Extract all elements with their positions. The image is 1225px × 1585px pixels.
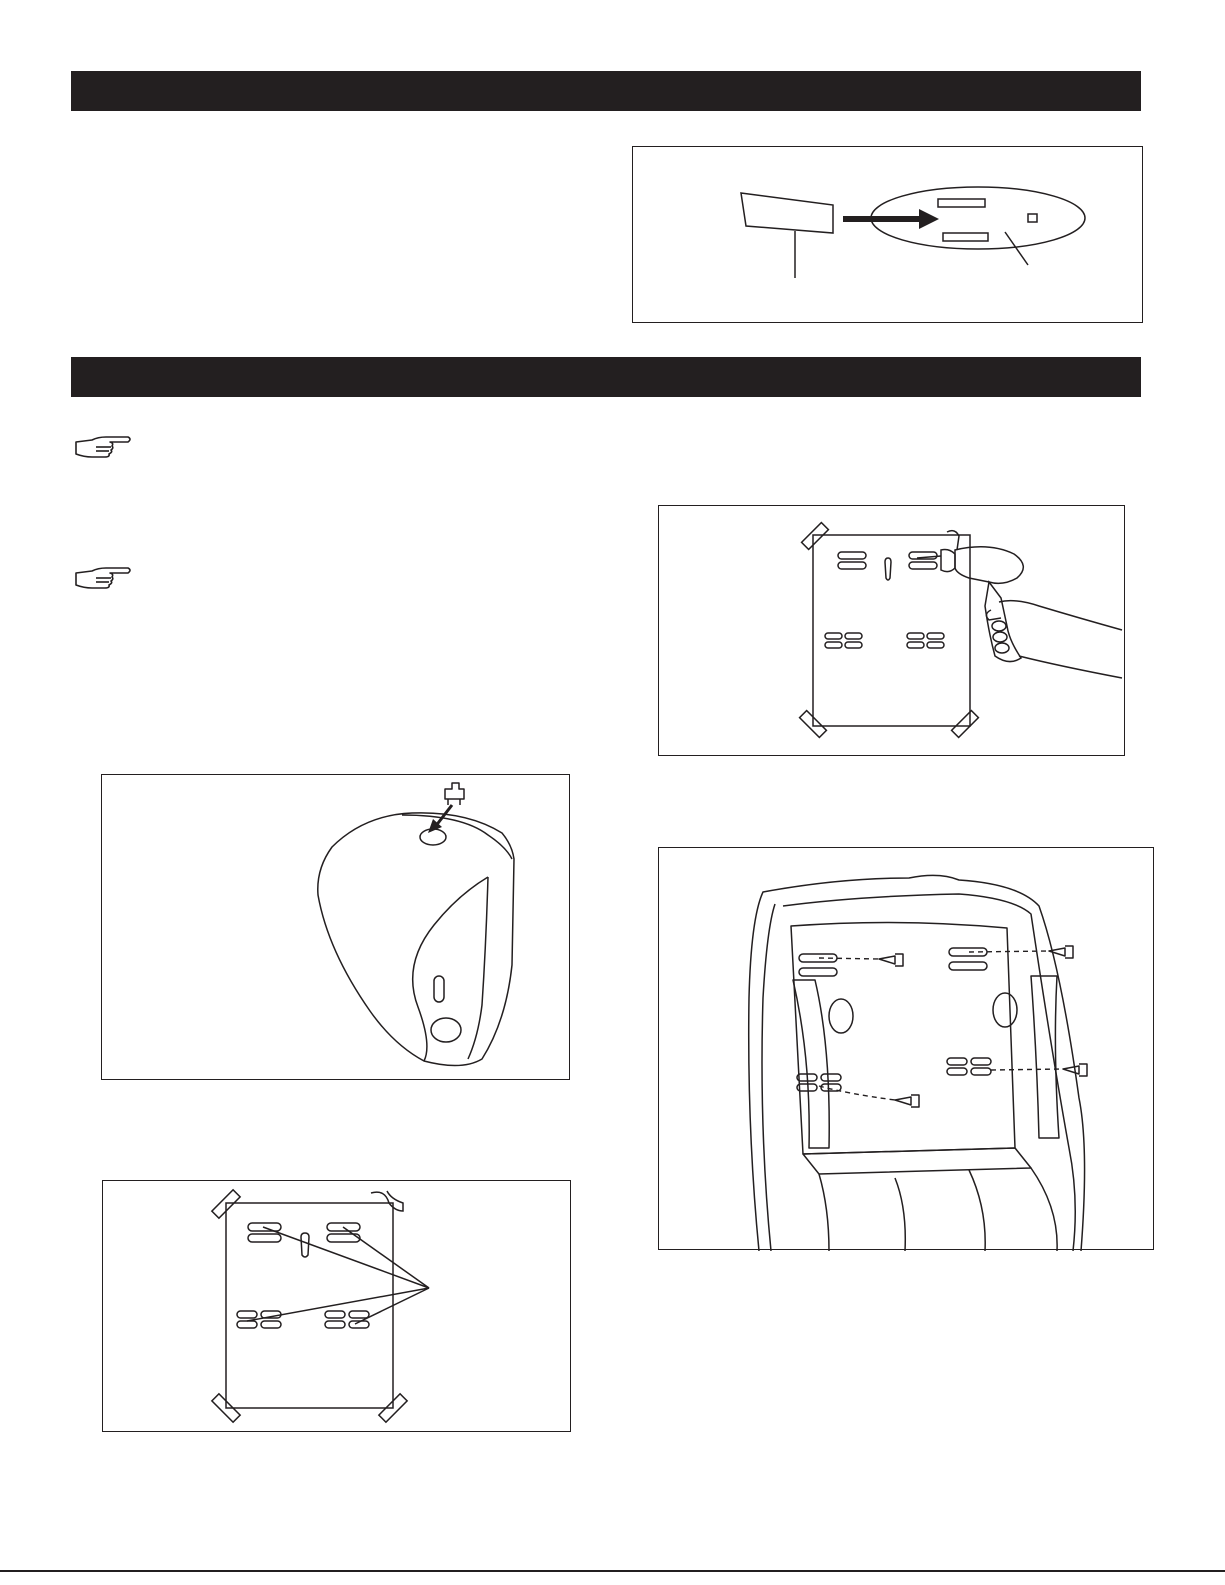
screw-icon [879,954,903,966]
key-icon [445,783,464,799]
screw-mount-figure [658,847,1154,1250]
page-bottom-rule [0,1570,1225,1572]
drill-template-figure [658,505,1125,756]
section-header-bar [71,71,1141,111]
dispenser-body [318,813,514,1066]
label-sheet [741,193,833,233]
level-window [434,976,444,1002]
pointing-hand-icon [74,565,132,596]
lock-slot [420,829,446,845]
arm-outline [999,601,1122,630]
key-insert-figure [101,774,570,1080]
pointing-hand-icon [74,434,132,465]
screw-icon [895,1095,919,1107]
arrow-icon [919,209,939,229]
section-header-bar [71,357,1141,397]
drill-bit [917,556,941,558]
drill-body [955,547,1023,584]
taped-template-figure [102,1180,571,1432]
outlet-icon [431,1018,461,1042]
screw-icon [1049,946,1073,958]
label-to-oval-figure [632,146,1143,323]
